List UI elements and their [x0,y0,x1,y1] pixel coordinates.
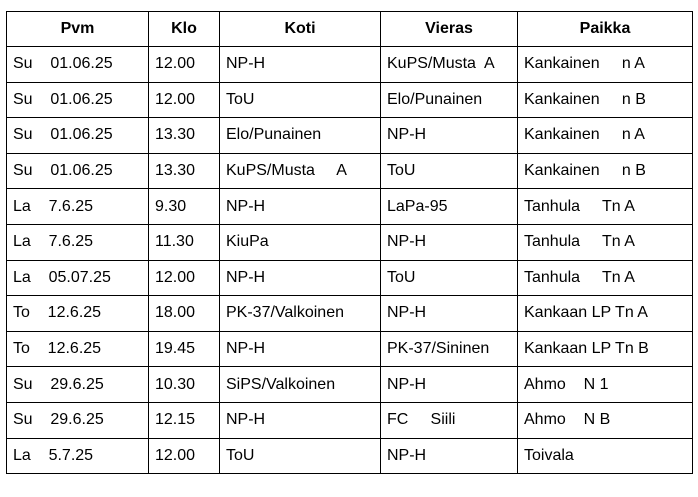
home-team-cell: NP-H [220,331,381,367]
time-cell: 12.15 [149,402,220,438]
time-cell: 13.30 [149,118,220,154]
date-cell: To 12.6.25 [7,331,149,367]
home-team-cell: NP-H [220,402,381,438]
date-cell: La 5.7.25 [7,438,149,474]
column-header-vieras: Vieras [381,12,518,47]
date-cell: Su 29.6.25 [7,367,149,403]
venue-cell: Tanhula Tn A [518,224,693,260]
time-cell: 9.30 [149,189,220,225]
home-team-cell: NP-H [220,47,381,83]
table-row [7,82,693,118]
match-schedule-table [6,11,693,474]
time-cell: 13.30 [149,153,220,189]
venue-cell: Toivala [518,438,693,474]
table-row [7,189,693,225]
venue-cell: Kankainen n A [518,47,693,83]
away-team-cell: NP-H [381,118,518,154]
time-cell: 11.30 [149,224,220,260]
away-team-cell: KuPS/Musta A [381,47,518,83]
date-cell: Su 01.06.25 [7,118,149,154]
table-row [7,402,693,438]
away-team-cell: ToU [381,153,518,189]
home-team-cell: Elo/Punainen [220,118,381,154]
away-team-cell: FC Siili [381,402,518,438]
away-team-cell: NP-H [381,224,518,260]
table-row [7,47,693,83]
table-row [7,118,693,154]
table-row [7,224,693,260]
table-row [7,296,693,332]
home-team-cell: NP-H [220,260,381,296]
column-header-klo: Klo [149,12,220,47]
away-team-cell: ToU [381,260,518,296]
time-cell: 10.30 [149,367,220,403]
home-team-cell: PK-37/Valkoinen [220,296,381,332]
away-team-cell: PK-37/Sininen [381,331,518,367]
venue-cell: Kankainen n B [518,153,693,189]
table-row [7,260,693,296]
away-team-cell: Elo/Punainen [381,82,518,118]
header-row [7,12,693,47]
date-cell: Su 01.06.25 [7,82,149,118]
table-row [7,438,693,474]
away-team-cell: NP-H [381,367,518,403]
table-row [7,331,693,367]
away-team-cell: NP-H [381,438,518,474]
time-cell: 12.00 [149,47,220,83]
date-cell: To 12.6.25 [7,296,149,332]
column-header-pvm: Pvm [7,12,149,47]
away-team-cell: LaPa-95 [381,189,518,225]
column-header-koti: Koti [220,12,381,47]
date-cell: La 7.6.25 [7,224,149,260]
time-cell: 19.45 [149,331,220,367]
venue-cell: Ahmo N B [518,402,693,438]
venue-cell: Tanhula Tn A [518,260,693,296]
home-team-cell: KiuPa [220,224,381,260]
venue-cell: Kankaan LP Tn B [518,331,693,367]
venue-cell: Kankaan LP Tn A [518,296,693,332]
time-cell: 12.00 [149,438,220,474]
date-cell: Su 29.6.25 [7,402,149,438]
venue-cell: Kankainen n B [518,82,693,118]
home-team-cell: NP-H [220,189,381,225]
home-team-cell: ToU [220,438,381,474]
home-team-cell: ToU [220,82,381,118]
home-team-cell: KuPS/Musta A [220,153,381,189]
venue-cell: Tanhula Tn A [518,189,693,225]
date-cell: Su 01.06.25 [7,47,149,83]
time-cell: 12.00 [149,260,220,296]
time-cell: 12.00 [149,82,220,118]
home-team-cell: SiPS/Valkoinen [220,367,381,403]
date-cell: Su 01.06.25 [7,153,149,189]
column-header-paikka: Paikka [518,12,693,47]
time-cell: 18.00 [149,296,220,332]
table-row [7,153,693,189]
away-team-cell: NP-H [381,296,518,332]
date-cell: La 05.07.25 [7,260,149,296]
venue-cell: Kankainen n A [518,118,693,154]
date-cell: La 7.6.25 [7,189,149,225]
table-row [7,367,693,403]
venue-cell: Ahmo N 1 [518,367,693,403]
